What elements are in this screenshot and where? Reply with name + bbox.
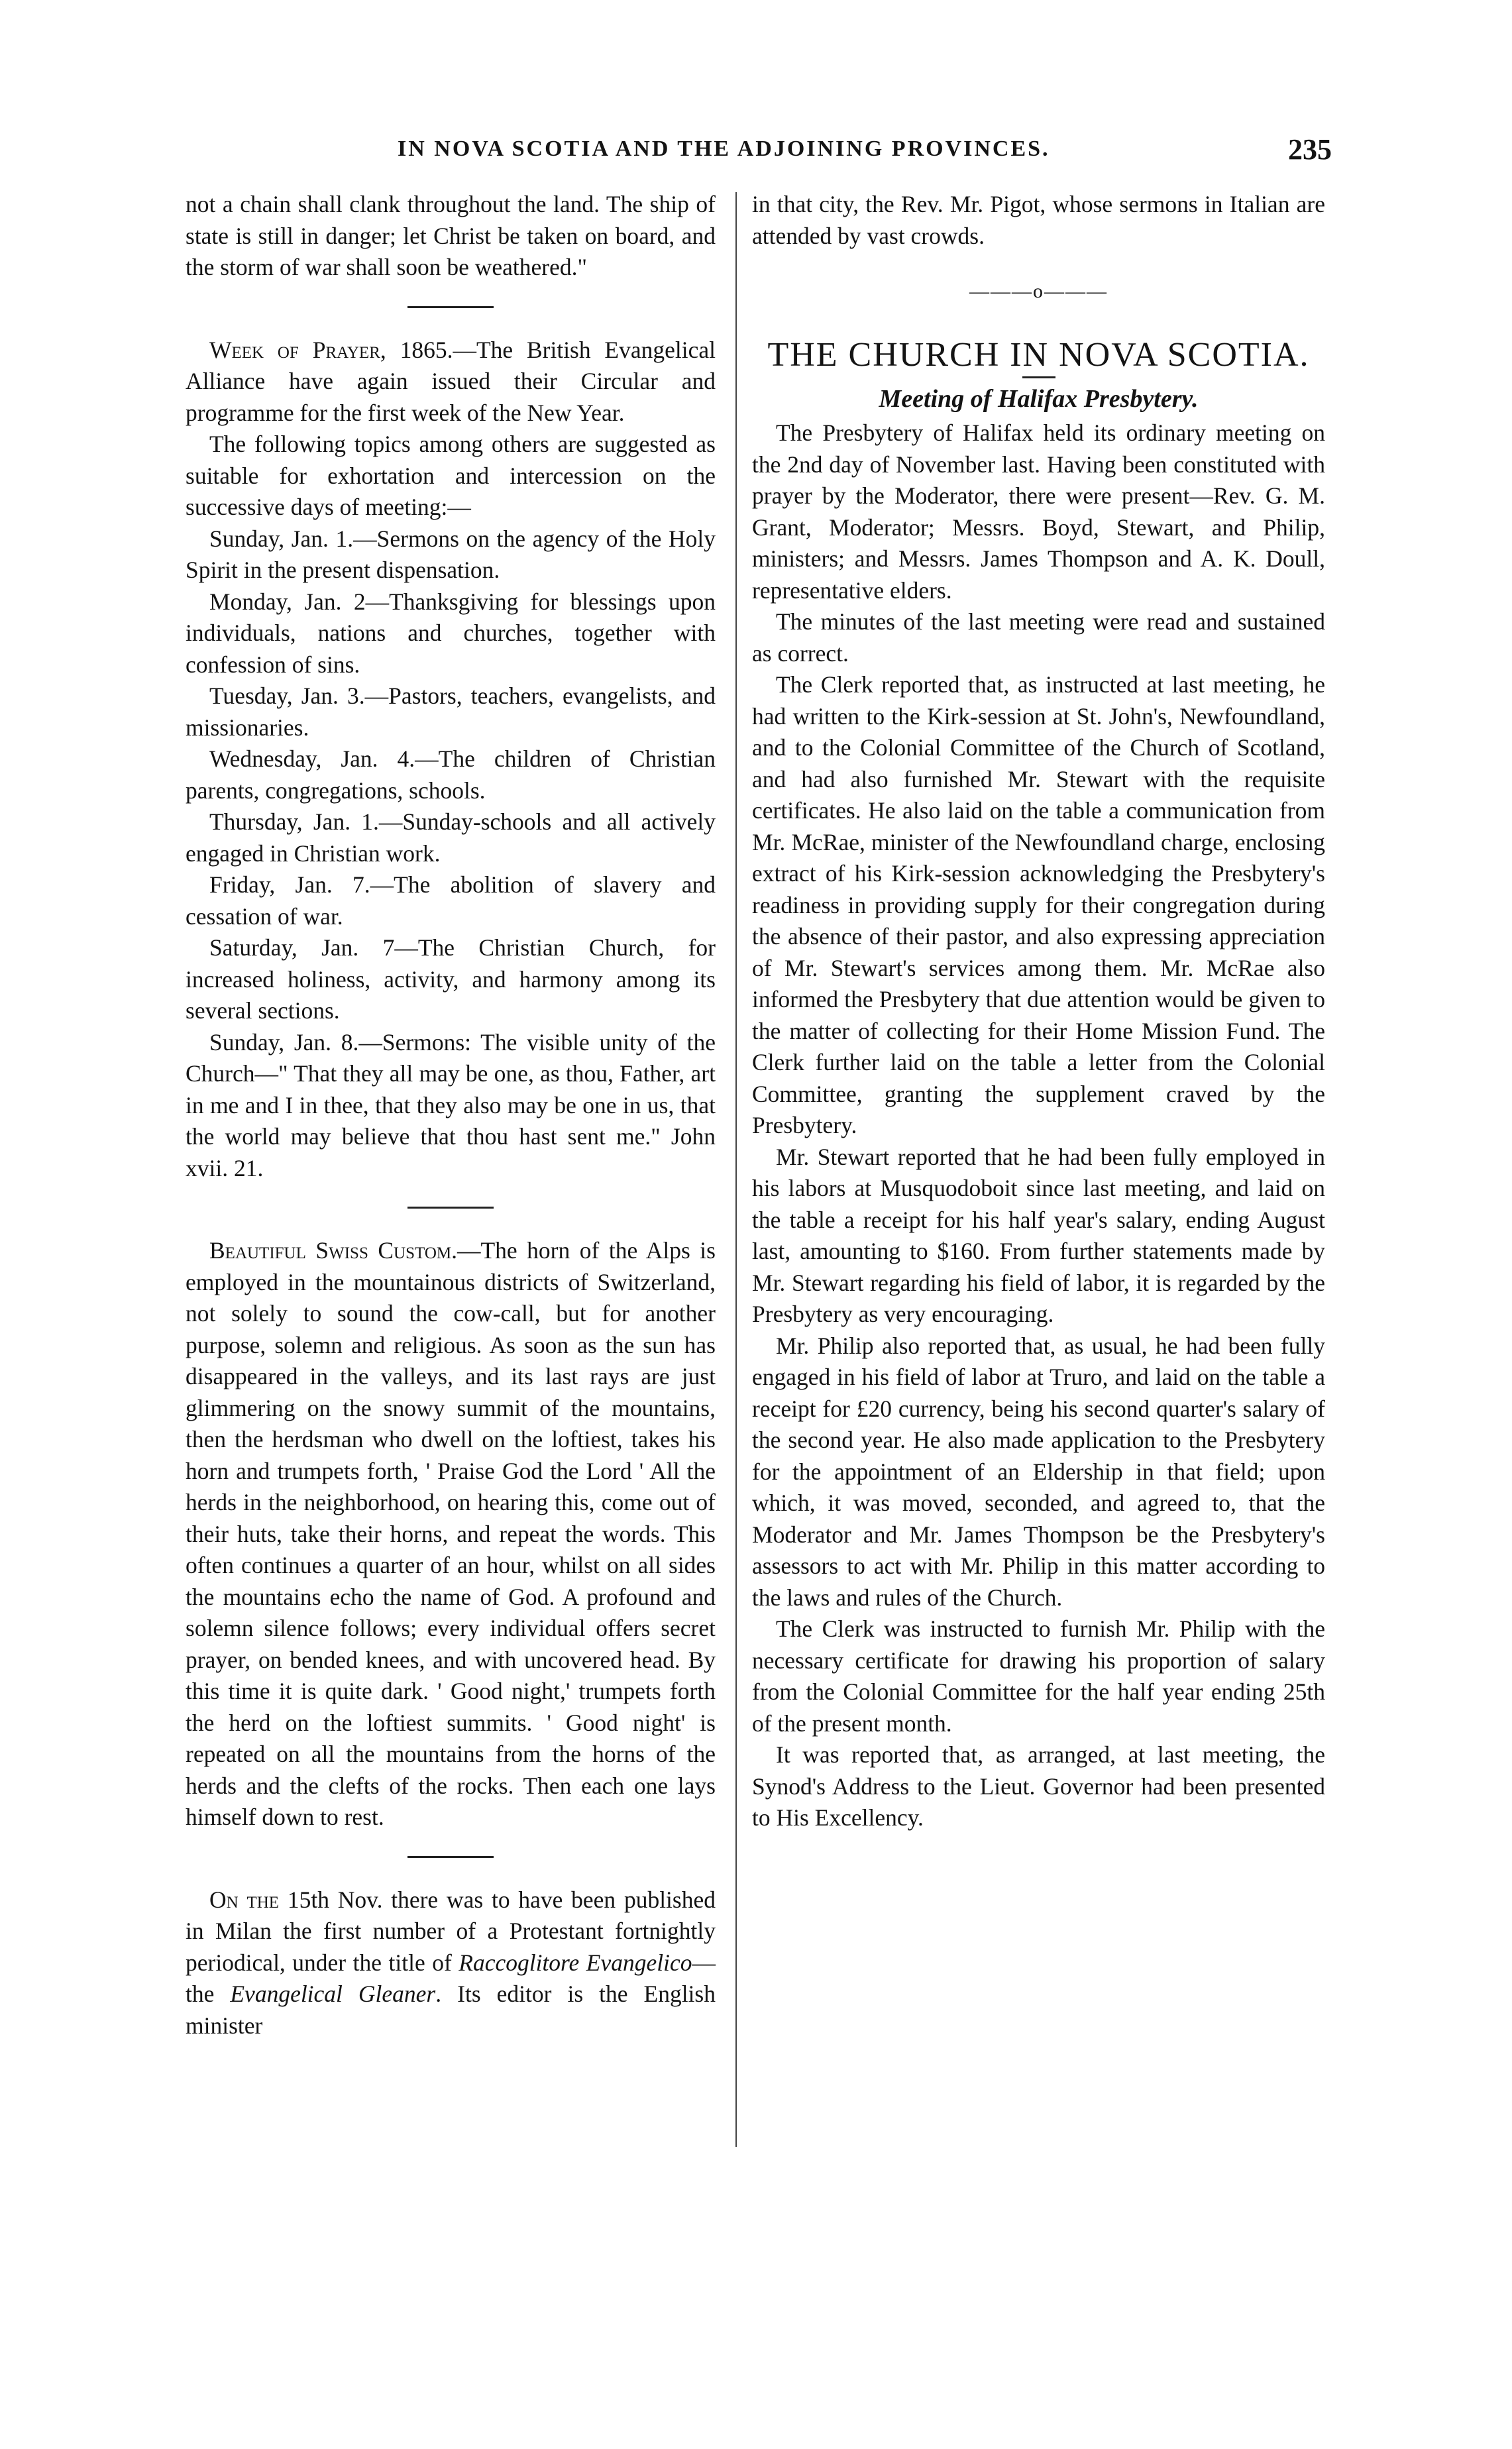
prayer-day: Monday, Jan. 2—Thanksgiving for blessings upon individuals, nations and churches, together with confession of sins. [186,588,716,678]
running-header [186,133,1332,172]
presbytery-paragraph: Mr. Philip also reported that, as usual, he had been fully engaged in his field of labor at Truro, and laid on the table a receipt for £20 currency, being his second quarter's salary of the second year. He also made application to the Presbytery for the appointment of an Eldership in that field; upon which, it was moved, seconded, and agreed to, that the Moderator and Mr. James Thompson be the Presbytery's assessors to act with Mr. Philip in this matter according to the laws and rules of the Church. [752,1332,1325,1611]
swiss-custom-body: —The horn of the Alps is employed in the mountainous districts of Switzerland, not solely to sound the cow-call, but for another purpose, solemn and religious. As soon as the sun has disappeared in the valleys, and its last rays are just glimmering on the snowy summit of the mountains, then the herdsman who dwell on the loftiest, takes his horn and trumpets forth, ' Praise God the Lord ' All the herds in the neighborhood, on hearing this, come out of their huts, take their horns, and repeat the words. This often continues a quarter of an hour, whilst on all sides the mountains echo the name of God. A profound and solemn silence follows; every individual offers secret prayer, on bended knees, and with uncovered head. By this time it is quite dark. ' Good night,' trumpets forth the herd on the loftiest summits. ' Good night' is repeated on all the mountains from the horns of the herds and the clefts of the rocks. Then each one lays himself down to rest. [186,1237,716,1830]
milan-title-english: Evangelical Gleaner [230,1981,436,2007]
week-of-prayer-intro [186,335,716,429]
prayer-day: Wednesday, Jan. 4.—The children of Christian parents, congregations, schools. [186,745,716,804]
presbytery-paragraph: The Clerk reported that, as instructed at last meeting, he had written to the Kirk-session at St. John's, Newfoundland, and to the Colonial Committee of the Church of Scotland, and had also furnished Mr. Stewart with the requisite certificates. He also laid on the table a communication from Mr. McRae, minister of the Newfoundland charge, enclosing extract of his Kirk-session acknowledging the Presbytery's readiness in providing supply for their congregation during the absence of their pastor, and also expressing appreciation of Mr. Stewart's services among them. Mr. McRae also informed the Presbytery that due attention would be given to the matter of collecting for their Home Mission Fund. The Clerk further laid on the table a letter from the Colonial Committee, granting the supplement craved by the Presbytery. [752,671,1325,1138]
milan-tail: . Its editor is the English minister [186,1981,716,2039]
left-column [186,189,716,2041]
subheading: Meeting of Halifax Presbytery. [879,384,1199,413]
topics-intro: The following topics among others are suggested as suitable for exhortation and intercession on the successive days of meeting:— [186,431,716,520]
section-divider [407,306,494,308]
ornamental-divider: ———o——— [969,280,1108,302]
swiss-custom-paragraph [186,1235,716,1833]
week-of-prayer-intro-text: —The British Evangelical Alliance have again issued their Circular and programme for the first week of the New Year. [186,336,716,426]
section-divider [407,1856,494,1858]
milan-title-italian: Raccoglitore Evangelico [459,1949,692,1976]
running-title: IN NOVA SCOTIA AND THE ADJOINING PROVINCES. [398,136,1050,161]
right-column [752,189,1325,1834]
continuation-paragraph: not a chain shall clank throughout the land. The ship of state is still in danger; let Christ be taken on board, and the storm of war shall soon be weathered." [186,191,716,280]
week-of-prayer-heading: Week of Prayer, 1865. [209,336,453,363]
presbytery-paragraph: The minutes of the last meeting were read and sustained as correct. [752,608,1325,667]
milan-lead: On the [209,1886,280,1913]
section-divider [407,1207,494,1209]
milan-body: 15th Nov. there was to have been published in Milan the first number of a Protestant fortnightly periodical, under the title of [186,1886,716,1976]
prayer-day: Sunday, Jan. 8.—Sermons: The visible unity of the Church—" That they all may be one, as thou, Father, art in me and I in thee, that they also may be one in us, that the world may believe that thou hast sent me." John xvii. 21. [186,1028,716,1181]
column-divider [735,192,737,2147]
prayer-day: Tuesday, Jan. 3.—Pastors, teachers, evangelists, and missionaries. [186,682,716,741]
prayer-day: Saturday, Jan. 7—The Christian Church, for increased holiness, activity, and harmony among its several sections. [186,934,716,1024]
presbytery-paragraph: It was reported that, as arranged, at last meeting, the Synod's Address to the Lieut. Governor had been presented to His Excellency. [752,1741,1325,1831]
milan-paragraph [186,1884,716,2042]
presbytery-paragraph: The Presbytery of Halifax held its ordinary meeting on the 2nd day of November last. Having been constituted with prayer by the Moderator, there were present—Rev. G. M. Grant, Moderator; Messrs. Boyd, Stewart, and Philip, ministers; and Messrs. James Thompson and A. K. Doull, representative elders. [752,419,1325,604]
prayer-day: Friday, Jan. 7.—The abolition of slavery and cessation of war. [186,871,716,930]
prayer-day: Sunday, Jan. 1.—Sermons on the agency of the Holy Spirit in the present dispensation. [186,525,716,583]
swiss-custom-heading: Beautiful Swiss Custom. [209,1237,457,1264]
presbytery-paragraph: The Clerk was instructed to furnish Mr. Philip with the necessary certificate for drawing his proportion of salary from the Colonial Committee for the half year ending 25th of the present month. [752,1615,1325,1737]
prayer-day: Thursday, Jan. 1.—Sunday-schools and all actively engaged in Christian work. [186,808,716,867]
page-number: 235 [1288,133,1332,166]
continuation-paragraph: in that city, the Rev. Mr. Pigot, whose sermons in Italian are attended by vast crowds. [752,191,1325,249]
heading-rule [1022,376,1055,378]
section-heading: THE CHURCH IN NOVA SCOTIA. [767,335,1310,374]
presbytery-paragraph: Mr. Stewart reported that he had been fully employed in his labors at Musquodoboit since last meeting, and laid on the table a receipt for his half year's salary, ending August last, amounting to $160. From further statements made by Mr. Stewart regarding his field of labor, it is regarded by the Presbytery as very encouraging. [752,1143,1325,1327]
milan-dash: —the [186,1949,716,2007]
